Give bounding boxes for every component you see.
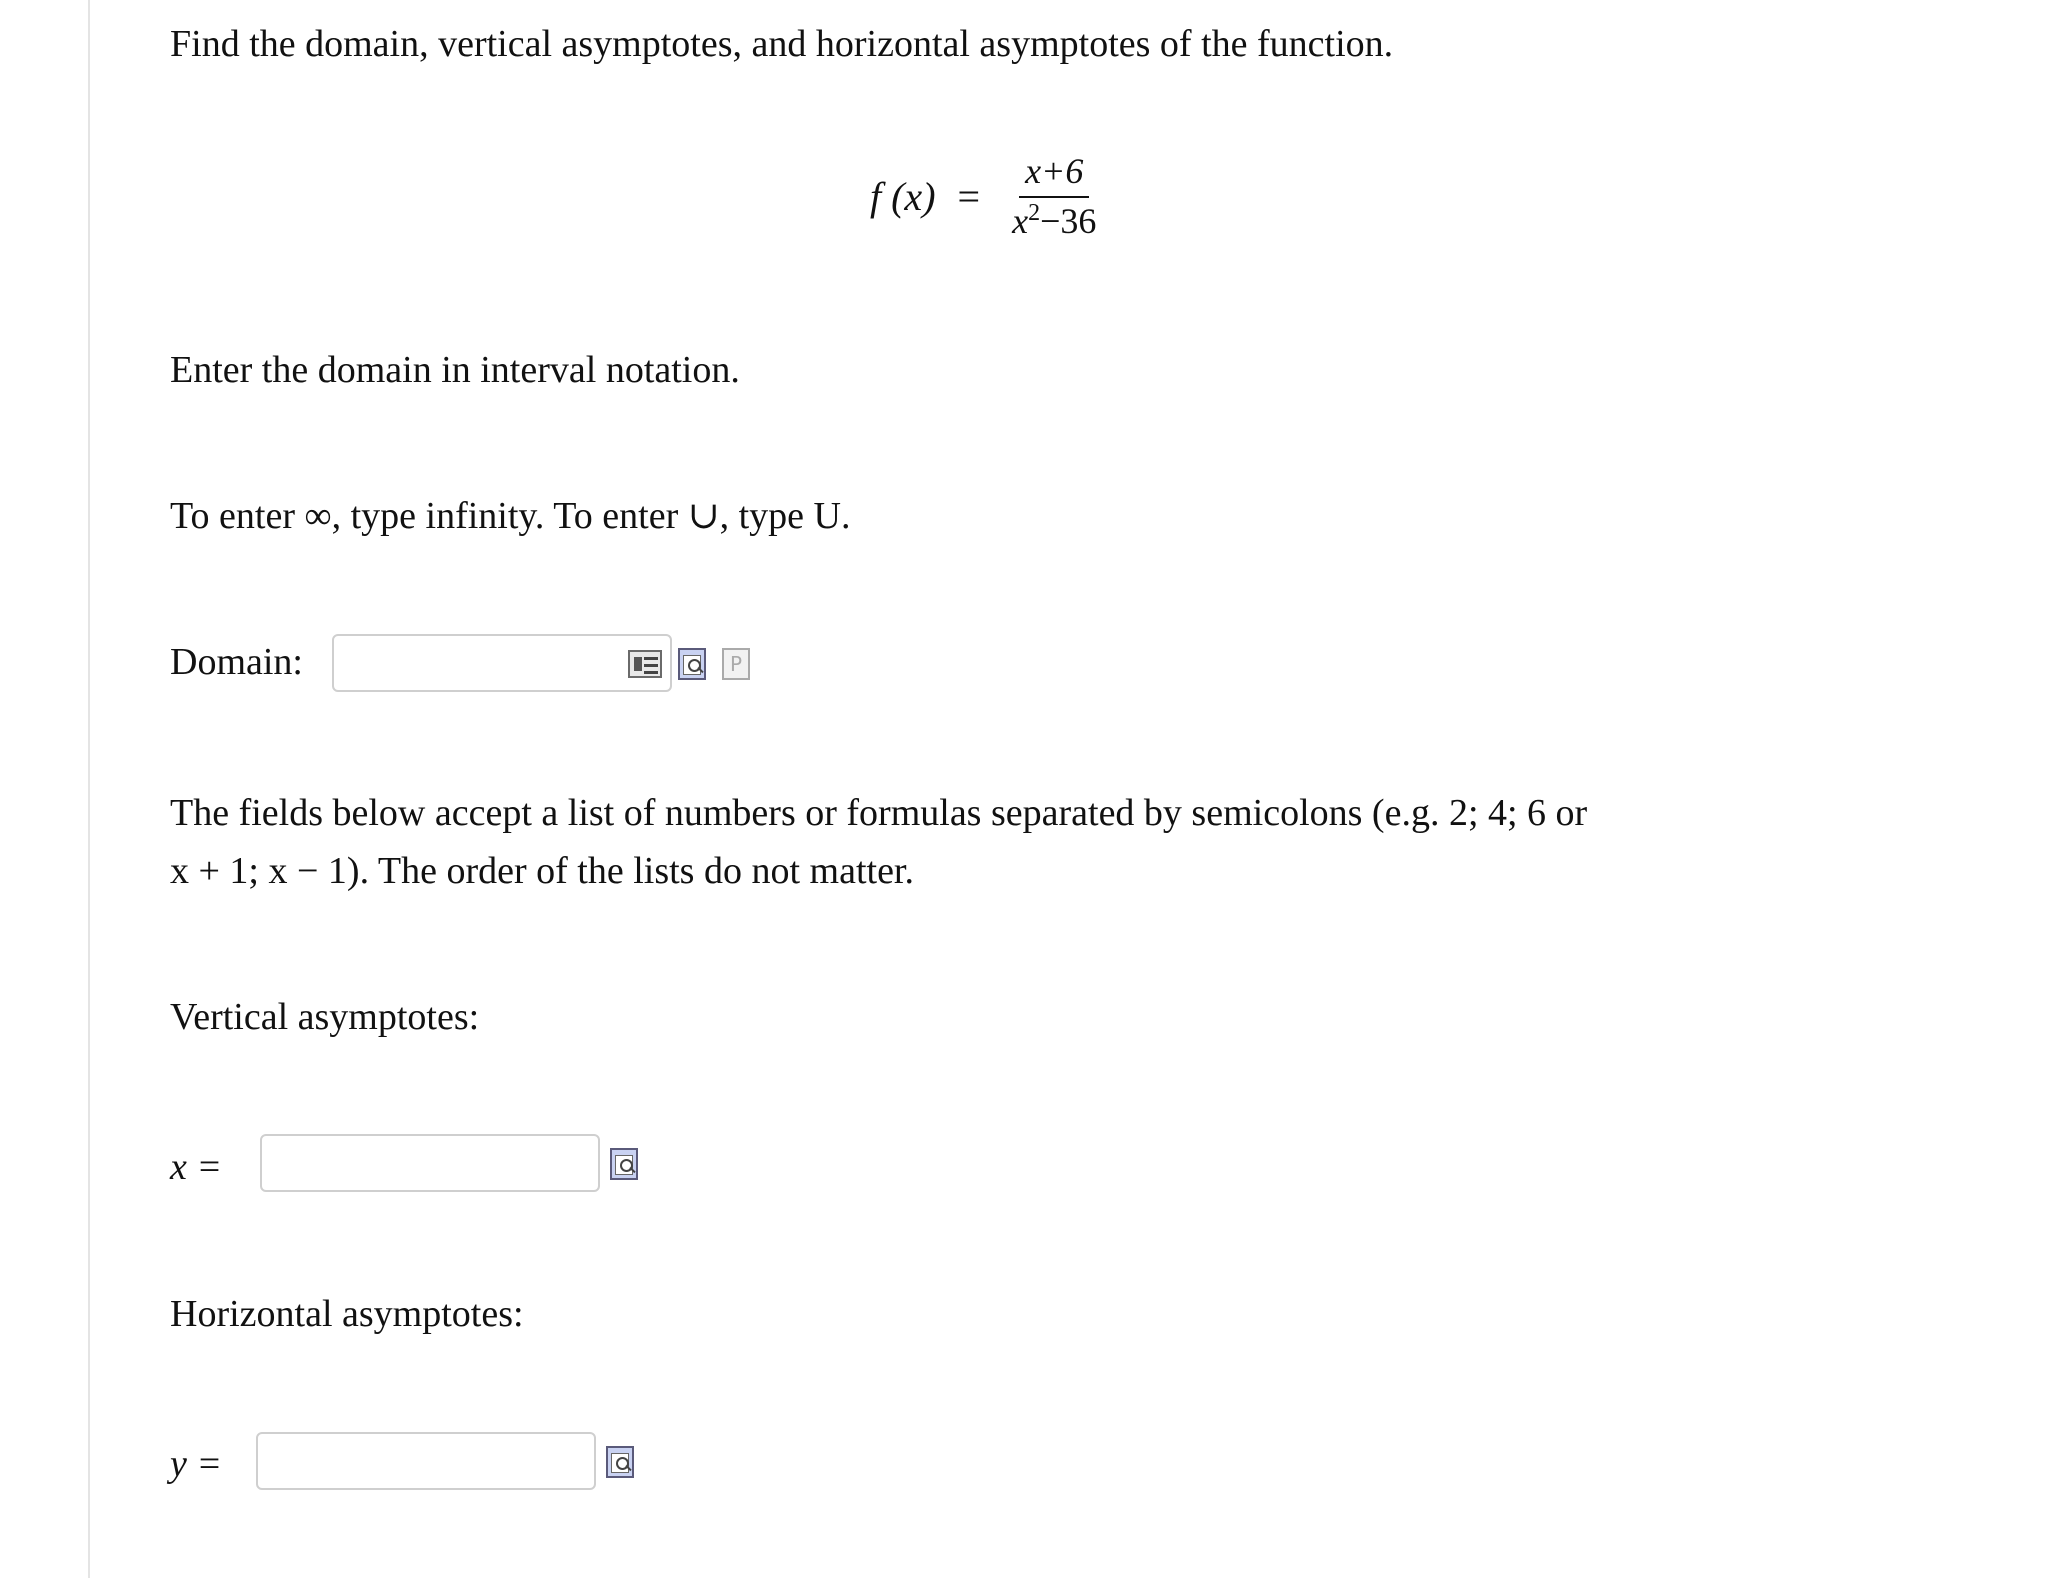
preview-icon[interactable] [678, 648, 706, 680]
denominator-rest: −36 [1040, 201, 1097, 241]
denominator [1006, 198, 1102, 242]
horizontal-label: y = [170, 1443, 223, 1485]
horizontal-preview-icon[interactable] [606, 1446, 634, 1478]
vertical-label: x = [170, 1146, 223, 1188]
vertical-heading: Vertical asymptotes: [170, 996, 480, 1038]
denominator-var: x [1012, 201, 1029, 241]
function-formula [870, 150, 1102, 242]
domain-instruction: Enter the domain in interval notation. [170, 349, 740, 391]
help-icon[interactable]: P [722, 648, 750, 680]
list-note-line1: The fields below accept a list of numbers or formulas separated by semicolons (e.g. 2; 4; 6 or [170, 792, 1588, 834]
list-note [170, 784, 1860, 900]
left-margin-divider [88, 0, 90, 1578]
horizontal-heading: Horizontal asymptotes: [170, 1293, 524, 1335]
denominator-exponent: 2 [1028, 200, 1041, 226]
vertical-preview-icon[interactable] [610, 1148, 638, 1180]
fraction [1006, 150, 1102, 242]
horizontal-asymptotes-input[interactable] [256, 1432, 596, 1490]
function-lhs: f (x) [870, 173, 936, 219]
equals-sign: = [957, 173, 981, 219]
numerator: x+6 [1019, 150, 1089, 198]
list-note-line2: x + 1; x − 1). The order of the lists do not matter. [170, 850, 914, 892]
domain-label: Domain: [170, 641, 303, 683]
equation-editor-icon[interactable] [628, 650, 662, 678]
question-prompt: Find the domain, vertical asymptotes, and horizontal asymptotes of the function. [170, 23, 1394, 65]
domain-input[interactable] [332, 634, 672, 692]
vertical-asymptotes-input[interactable] [260, 1134, 600, 1192]
domain-hint: To enter ∞, type infinity. To enter ∪, type U. [170, 495, 851, 537]
